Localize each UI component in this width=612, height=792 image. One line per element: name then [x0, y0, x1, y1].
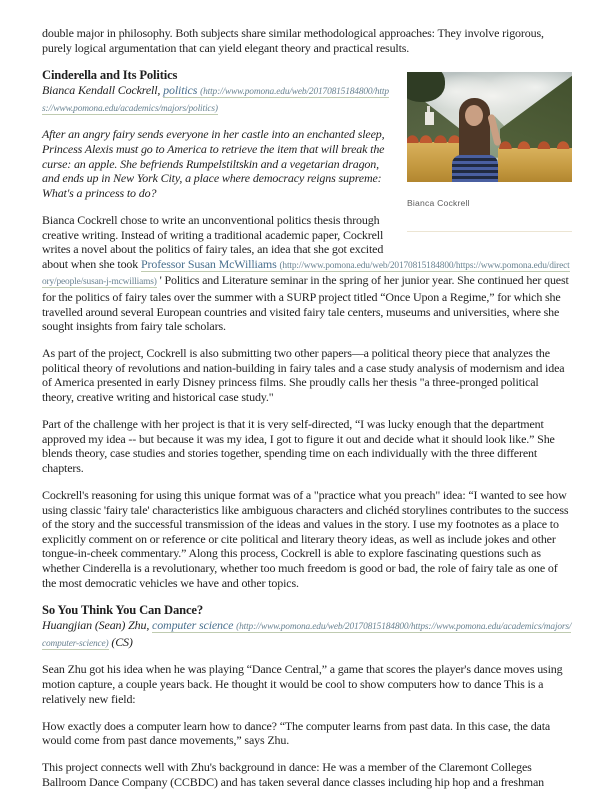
paragraph-mcwilliams-after: ' Politics and Literature seminar in the spring of her junior year. She continued her quest for the politics of fairy tales over the summer with a SURP project titled “Once Upon a Regime,” for which she travelled around several European countries and visited fairy tale centers, museums and universities, where she sought insights from fairy tale scholars.	[42, 273, 569, 334]
politics-major-link-label: politics	[163, 83, 198, 98]
politics-major-link-url: (http://www.pomona.edu/web/20170815184800/https://www.pomona.edu/academics/majors/politics)	[42, 87, 389, 114]
section-heading-dance: So You Think You Can Dance?	[42, 602, 204, 617]
paragraph-self-directed: Part of the challenge with her project is that it is very self-directed, “I was lucky enough that the department approved my idea -- but because it was my idea, I got to figure it out and decide what it should look like.” She blends theory, case studies and stories together, spending time on each individually with the three different chapters.	[42, 417, 555, 475]
author-name-zhu: Huangjian (Sean) Zhu,	[42, 618, 153, 633]
paragraph-mcwilliams-before: Bianca Cockrell chose to write an unconventional politics thesis through creative writing. Instead of writing a traditional academic paper, Cockrell writes a novel about the politics of fairy tales, an idea that she got excited about when she took	[42, 212, 384, 271]
byline-zhu	[42, 618, 572, 651]
mcwilliams-link-label: Professor Susan McWilliams	[140, 256, 277, 271]
lede-paragraph: After an angry fairy sends everyone in her castle into an enchanted sleep, Princess Alexis must go to America to retrieve the item that will break the curse: an apple. She befriends Rumpelstiltskin and a vegetarian dragon, and ends up in New York City, a place where democracy reigns supreme: What's a princess to do?	[42, 127, 385, 200]
cs-major-link-url: (http://www.pomona.edu/web/20170815184800/https://www.pomona.edu/academics/majors/computer-science)	[42, 622, 572, 649]
paragraph-three-pronged: As part of the project, Cockrell is also submitting two other papers—a political theory piece that analyzes the political theory of revolutions and nation-building in fairy tales and a case study analysis of modernism and idea of America presented in early Disney princess films. She proudly calls her thesis "a three-pronged political theory, creative writing and historical case study."	[42, 346, 565, 404]
section-heading-cinderella: Cinderella and Its Politics	[42, 67, 178, 82]
intro-continuation-paragraph: double major in philosophy. Both subjects share similar methodological approaches: They involve rigorous, purely logical argumentation that can yield elegant theory and practical results.	[42, 26, 544, 55]
photo-wall-right	[498, 148, 572, 182]
paragraph-computer-learn: How exactly does a computer learn how to dance? “The computer learns from past data. In this case, the data would come from past dance movements,” says Zhu.	[42, 718, 551, 748]
photo-figure	[407, 72, 572, 232]
paragraph-ccbdc: This project connects well with Zhu's background in dance: He was a member of the Claremont Colleges Ballroom Dance Company (CCBDC) and has taken several dance classes including hip hop and a freshman	[42, 760, 545, 789]
byline-zhu-suffix: (CS)	[108, 634, 133, 649]
cs-major-link-label: computer science	[152, 618, 234, 633]
paragraph-dance-central: Sean Zhu got his idea when he was playing “Dance Central,” a game that scores the player's dance moves using motion capture, a couple years back. He thought it would be cool to show computers how to dance This is a relatively new field:	[42, 662, 563, 706]
photo-person-face	[465, 105, 483, 126]
mcwilliams-link-url: (http://www.pomona.edu/web/20170815184800/https://www.pomona.edu/directory/people/susan-j-mcwilliams)	[42, 260, 570, 288]
photo-castle	[425, 112, 434, 125]
bianca-photo	[407, 72, 572, 182]
author-name-cockrell: Bianca Kendall Cockrell,	[42, 83, 164, 98]
photo-caption: Bianca Cockrell	[407, 197, 470, 208]
photo-person-striped-shirt	[452, 155, 498, 182]
photo-tree-branch	[407, 72, 445, 102]
figure-divider	[407, 231, 572, 232]
photo-wall-left-tiles	[407, 132, 461, 143]
paragraph-practice-what-you-preach: Cockrell's reasoning for using this unique format was of a "practice what you preach" idea: “I wanted to see how using classic 'fairy tale' characteristics like ambiguous characters and clichéd storylines contributes to the success of the story and the successful transmission of the ideas and values in the story. I use my footnotes as a place to explicitly comment on or reference or cite political and literary theory ideas, as well as include jokes and other tongue-in-cheek commentary.” Along this process, Cockrell is able to explore fascinating questions such as whether Cinderella is a revolutionary, whether too much freedom is good or bad, the role of fairy tale as one of the most democratic vehicles we have and other topics.	[42, 487, 569, 590]
photo-wall-right-tiles	[498, 138, 572, 149]
